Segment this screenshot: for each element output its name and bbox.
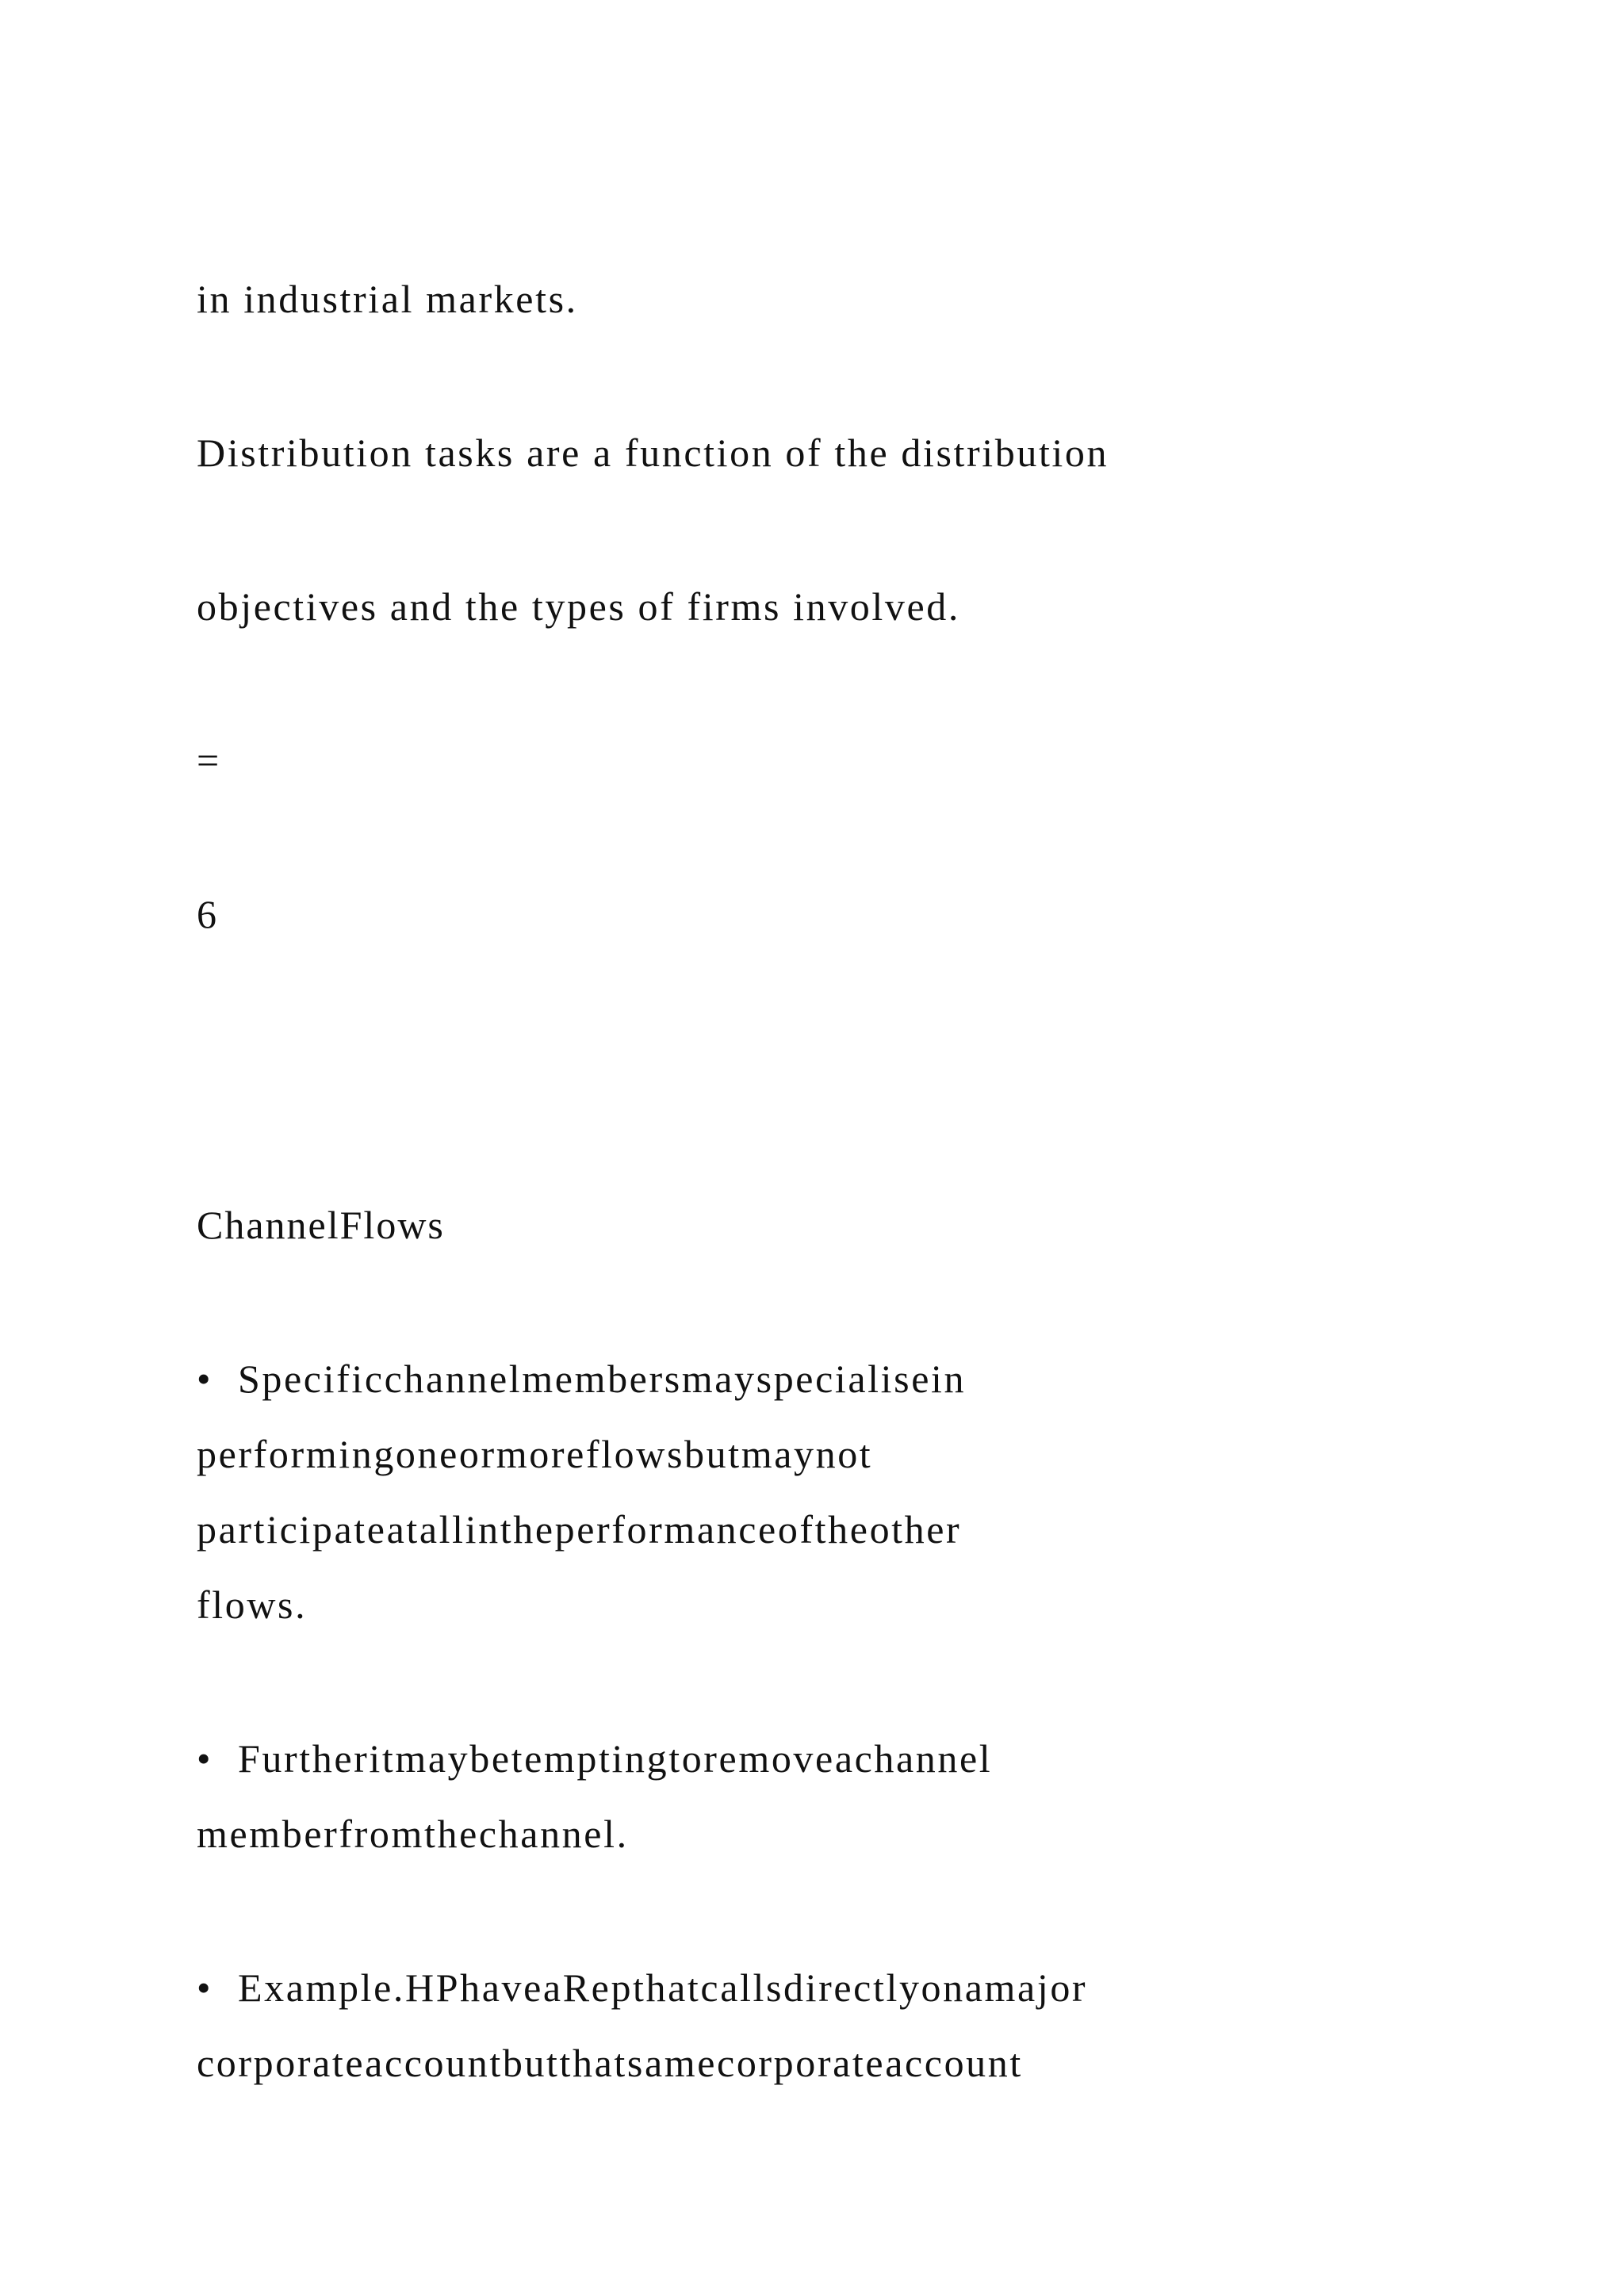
bullet-2-line-1 [197,1735,992,1782]
intro-line-2: Distribution tasks are a function of the distribution [197,430,1109,475]
bullet-marker: • [197,1357,211,1401]
bullet-2-text: Furtheritmaybetemptingtoremoveachannel [238,1736,993,1781]
bullet-marker: • [197,1965,211,2010]
bullet-3-line-2: corporateaccountbutthatsamecorporateaccount [197,2041,1023,2085]
bullet-3-text: Example.HPhaveaRepthatcallsdirectlyonamajor [238,1965,1088,2010]
section-title: ChannelFlows [197,1203,445,1247]
bullet-1-text: Specificchannelmembersmayspecialisein [238,1357,967,1401]
page-number: 6 [197,892,219,936]
bullet-2-line-2: memberfromthechannel. [197,1812,629,1856]
bullet-1-line-1 [197,1355,966,1402]
bullet-marker: • [197,1736,211,1781]
bullet-1-line-2: performingoneormoreflowsbutmaynot [197,1432,873,1476]
intro-line-3: objectives and the types of firms involved. [197,584,960,629]
bullet-3-line-1 [197,1964,1087,2011]
equals-symbol: = [197,738,221,783]
intro-line-1: in industrial markets. [197,277,578,321]
bullet-1-line-4: flows. [197,1582,308,1627]
bullet-1-line-3: participateatallintheperformanceoftheother [197,1507,962,1552]
